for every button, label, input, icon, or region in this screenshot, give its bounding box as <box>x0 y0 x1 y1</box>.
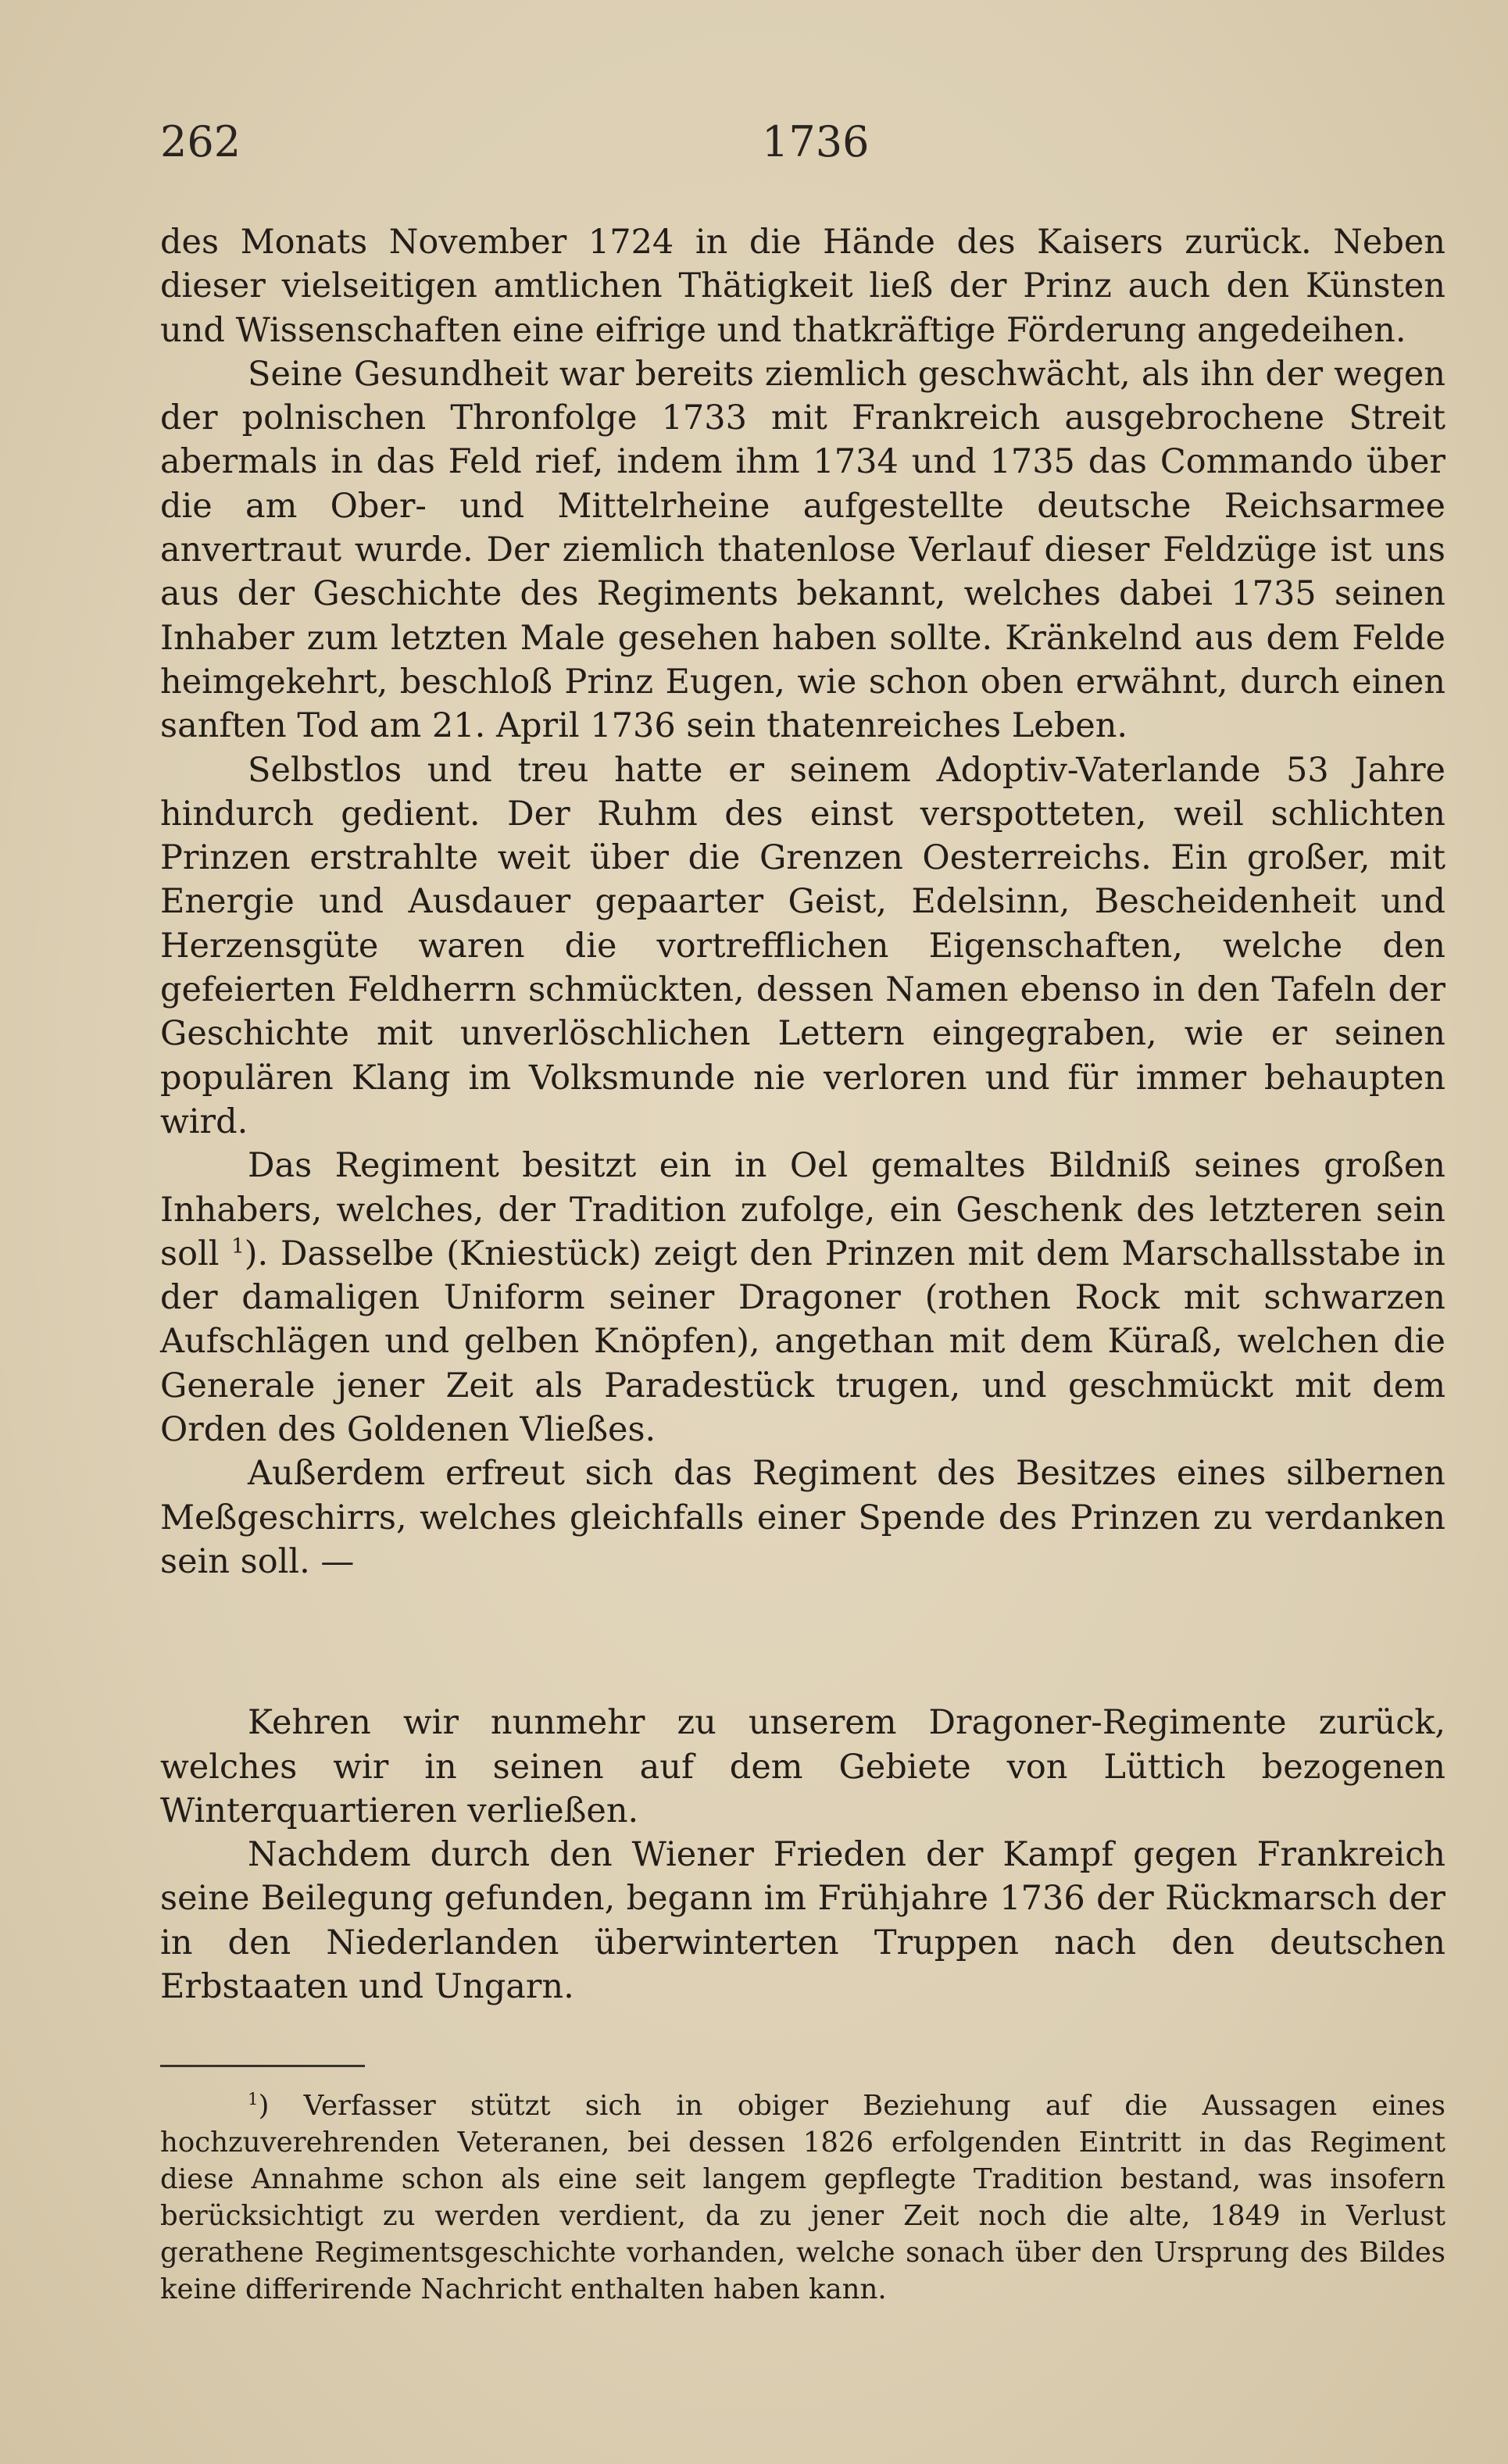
running-head <box>160 117 1442 180</box>
page-number: 262 <box>160 117 241 166</box>
footnote-text: Verfasser stützt sich in obiger Beziehung auf die Aussagen eines hochzuverehrenden Veteranen, bei dessen 1826 erfolgenden Eintritt in das Regiment diese Annahme schon als eine seit langem gepflegte Tradition bestand, was insofern berücksichtigt zu werden verdient, da zu jener Zeit noch die alte, 1849 in Verlust gerathene Regimentsgeschichte vorhanden, welche sonach über den Ursprung des Bildes keine differirende Nachricht enthalten haben kann. <box>160 2090 1445 2305</box>
header-year: 1736 <box>762 117 870 166</box>
paragraph-legacy: Selbstlos und treu hatte er seinem Adoptiv-Vaterlande 53 Jahre hindurch gedient. Der Ruhm des einst verspotteten, weil schlichten Prinzen erstrahlte weit über die Grenzen Oesterreichs. Ein großer, mit Energie und Ausdauer gepaarter Geist, Edelsinn, Bescheidenheit und Herzensgüte waren die vortrefflichen Eigenschaften, welche den gefeierten Feldherrn schmückten, dessen Namen ebenso in den Tafeln der Geschichte mit unverlöschlichen Lettern eingegraben, wie er seinen populären Klang im Volksmunde nie verloren und für immer behaupten wird. <box>160 750 1445 1141</box>
footnote-label-suffix: ) <box>258 2090 270 2122</box>
portrait-description: Dasselbe (Kniestück) zeigt den Prinzen mit dem Marschallsstabe in der damaligen Uniform seiner Dragoner (rothen Rock mit schwarzen Aufschlägen und gelben Knöpfen), angethan mit dem Küraß, welchen die Generale jener Zeit als Paradestück trugen, und geschmückt mit dem Orden des Goldenen Vließes. <box>160 1234 1445 1450</box>
footnote-divider <box>160 2065 365 2067</box>
paragraph-peace: Nachdem durch den Wiener Frieden der Kampf gegen Frankreich seine Beilegung gefunden, begann im Frühjahre 1736 der Rückmarsch der in den Niederlanden überwinterten Truppen nach den deutschen Erbstaaten und Ungarn. <box>160 1835 1445 2006</box>
paragraph-continuation: des Monats November 1724 in die Hände des Kaisers zurück. Neben dieser vielseitigen amtlichen Thätigkeit ließ der Prinz auch den Künsten und Wissenschaften eine eifrige und thatkräftige Förderung angedeihen. <box>160 223 1445 350</box>
footnote-reference-suffix: ). <box>244 1234 269 1273</box>
footnotes <box>160 2087 1445 2308</box>
footnote-1 <box>160 2087 1445 2308</box>
section-gap <box>160 1584 1445 1701</box>
paragraph-return: Kehren wir nunmehr zu unserem Dragoner-Regimente zurück, welches wir in seinen auf dem Gebiete von Lüttich bezogenen Winterquartieren verließen. <box>160 1703 1445 1830</box>
main-text <box>160 220 1445 2009</box>
paragraph-mess-service: Außerdem erfreut sich das Regiment des Besitzes eines silbernen Meßgeschirrs, welches gleichfalls einer Spende des Prinzen zu verdanken sein soll. — <box>160 1454 1445 1581</box>
paragraph-portrait <box>160 1144 1445 1452</box>
portrait-text: Das Regiment besitzt ein in Oel gemaltes Bildniß seines großen Inhabers, welches, der Tradition zufolge, ein Geschenk des letzteren sein soll <box>160 1146 1445 1273</box>
paragraph-health: Seine Gesundheit war bereits ziemlich geschwächt, als ihn der wegen der polnischen Thronfolge 1733 mit Frankreich ausgebrochene Streit abermals in das Feld rief, indem ihm 1734 und 1735 das Commando über die am Ober- und Mittelrheine aufgestellte deutsche Reichsarmee anvertraut wurde. Der ziemlich thatenlose Verlauf dieser Feldzüge ist uns aus der Geschichte des Regiments bekannt, welches dabei 1735 seinen Inhaber zum letzten Male gesehen haben sollte. Kränkelnd aus dem Felde heimgekehrt, beschloß Prinz Eugen, wie schon oben erwähnt, durch einen sanften Tod am 21. April 1736 sein thatenreiches Leben. <box>160 354 1445 746</box>
footnote-reference[interactable]: 1 <box>231 1234 245 1259</box>
footnote-label: 1 <box>248 2090 259 2110</box>
